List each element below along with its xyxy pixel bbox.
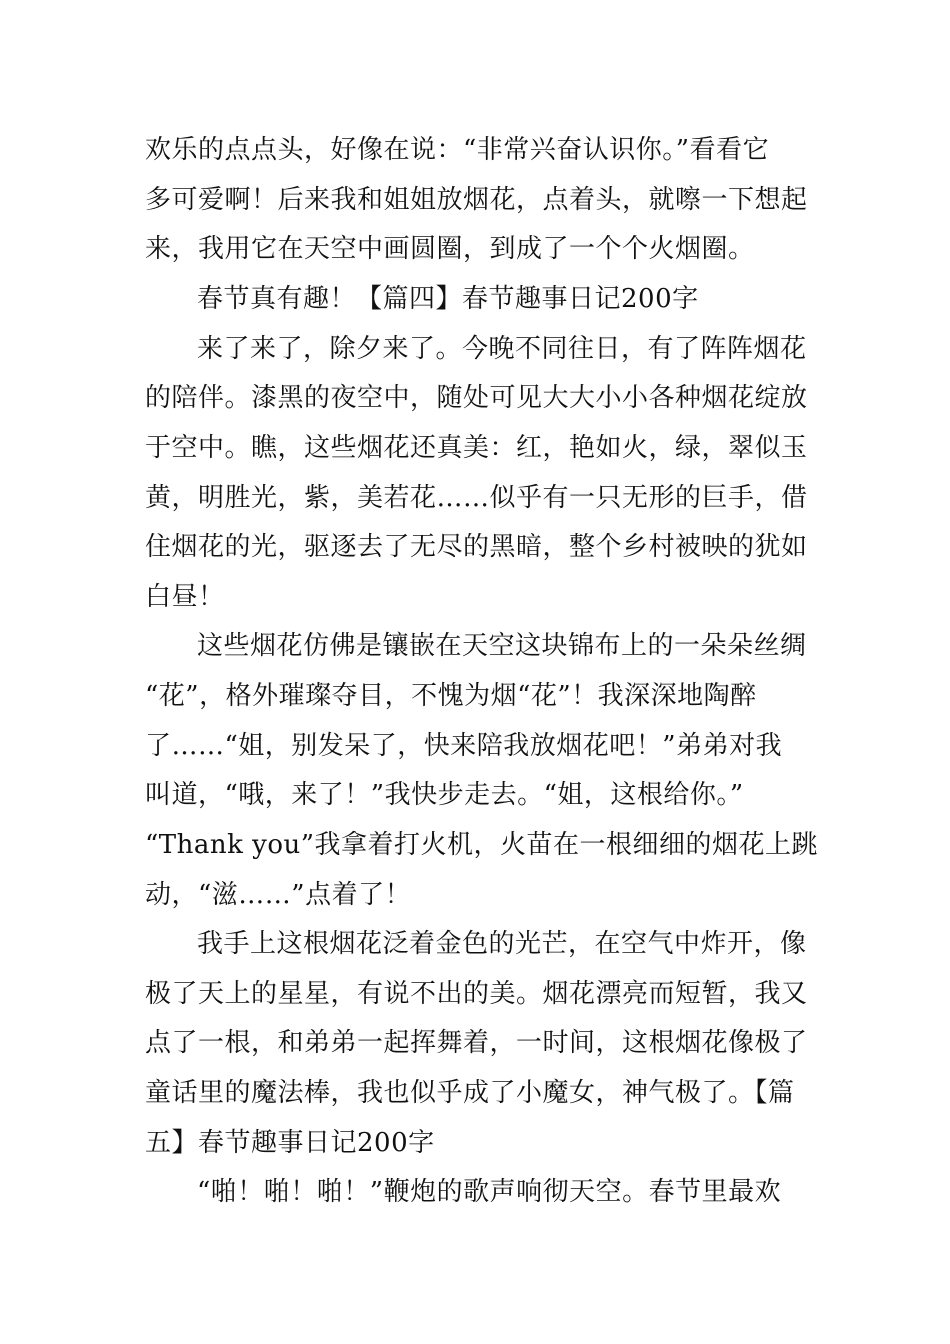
text-line: 春节真有趣！【篇四】春节趣事日记200字 [197,284,699,314]
text-line: 于空中。瞧，这些烟花还真美：红，艳如火，绿，翠似玉 [145,433,808,463]
text-line: 了……“姐，别发呆了，快来陪我放烟花吧！”弟弟对我 [145,731,783,761]
text-line: “花”，格外璀璨夺目，不愧为烟“花”！我深深地陶醉 [145,681,757,711]
text-line: “Thank you”我拿着打火机，火苗在一根细细的烟花上跳 [145,830,819,860]
text-line: 白昼！ [145,582,225,612]
text-line: 这些烟花仿佛是镶嵌在天空这块锦布上的一朵朵丝绸 [197,631,807,661]
text-line: 童话里的魔法棒，我也似乎成了小魔女，神气极了。【篇 [145,1078,795,1108]
text-line: 来了来了，除夕来了。今晚不同往日，有了阵阵烟花 [197,334,807,364]
text-line: 五】春节趣事日记200字 [145,1128,435,1158]
text-line: 我手上这根烟花泛着金色的光芒，在空气中炸开，像 [197,929,807,959]
text-line: 黄，明胜光，紫，美若花……似乎有一只无形的巨手，借 [145,483,808,513]
text-line: 来，我用它在天空中画圆圈，到成了一个个火烟圈。 [145,234,755,264]
text-line: 多可爱啊！后来我和姐姐放烟花，点着头，就嚓一下想起 [145,185,808,215]
text-line: “啪！啪！啪！”鞭炮的歌声响彻天空。春节里最欢 [197,1177,782,1207]
text-line: 的陪伴。漆黑的夜空中，随处可见大大小小各种烟花绽放 [145,383,808,413]
text-line: 点了一根，和弟弟一起挥舞着，一时间，这根烟花像极了 [145,1028,808,1058]
text-line: 叫道，“哦，来了！”我快步走去。“姐，这根给你。” [145,780,744,810]
text-line: 欢乐的点点头，好像在说：“非常兴奋认识你。”看看它 [145,135,770,165]
text-line: 动，“滋……”点着了！ [145,880,412,910]
text-line: 住烟花的光，驱逐去了无尽的黑暗，整个乡村被映的犹如 [145,532,808,562]
text-line: 极了天上的星星，有说不出的美。烟花漂亮而短暂，我又 [145,979,808,1009]
